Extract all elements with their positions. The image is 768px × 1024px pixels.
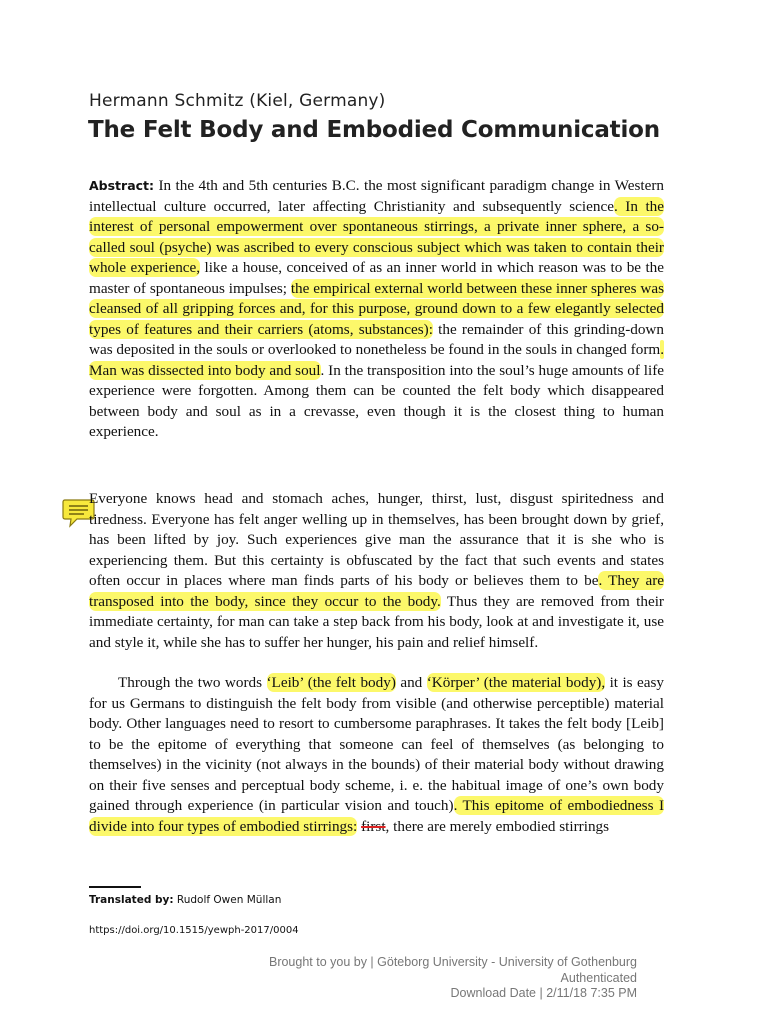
translator-credit xyxy=(89,894,281,906)
highlight-annotation[interactable]: ‘Körper’ (the material body), xyxy=(426,674,606,691)
strikethrough-annotation[interactable]: first xyxy=(361,817,386,835)
abstract-paragraph xyxy=(89,176,664,443)
highlight-annotation[interactable]: . They are transposed into the body, since they occur to the body. xyxy=(89,572,664,610)
translator-name: Rudolf Owen Müllan xyxy=(173,894,282,906)
author-line: Hermann Schmitz (Kiel, Germany) xyxy=(89,91,386,111)
abstract-label: Abstract: xyxy=(89,178,155,193)
body-text: Through the two words xyxy=(118,674,267,691)
highlight-annotation[interactable]: . This epitome of embodiedness I divide into four types of embodied stirrings: xyxy=(89,797,665,835)
translator-label: Translated by: xyxy=(89,894,174,906)
body-text: it is easy for us Germans to distinguish the felt body from visible (and otherwise perceptible) material body. Other languages need to resort to cumbersome paraphrases. It takes the felt body [Leib] to be the epitome of everything that someone can feel of themselves (as belonging to themselves) in the vicinity (not always in the bounds) of their material body without drawing on their five senses and perceptual body scheme, i. e. the habitual image of one’s own body gained through experience (in particular vision and touch) xyxy=(89,674,665,814)
body-paragraph-1 xyxy=(89,489,664,653)
access-footer xyxy=(269,955,637,1002)
abstract-text: like a house, conceived of as an inner world in which reason was to be the master of spontaneous impulses; xyxy=(89,259,665,297)
highlight-annotation[interactable]: . In the interest of personal empowerment over spontaneous stirrings, a private inner sphere, a so-called soul (psyche) was ascribed to every conscious subject which was taken to contain their whole experience, xyxy=(89,197,664,276)
footer-date-line: Download Date | 2/11/18 7:35 PM xyxy=(450,986,637,1000)
highlight-annotation[interactable]: . Man was dissected into body and soul xyxy=(89,341,664,379)
footnote-divider xyxy=(89,886,141,888)
footer-auth-line: Authenticated xyxy=(560,970,637,985)
body-text: Thus they are removed from their immediate certainty, for man can take a step back from his body, look at and investigate it, use and style it, while she has to suffer her hunger, his pain and relief himself. xyxy=(89,592,664,651)
body-text: and xyxy=(395,674,427,691)
highlight-annotation[interactable]: ‘Leib’ (the felt body) xyxy=(266,674,396,691)
footer-provider-line: Brought to you by | Göteborg University - University of Gothenburg xyxy=(268,955,637,969)
body-text: , there are merely embodied stirrings xyxy=(385,817,610,835)
article-title: The Felt Body and Embodied Communication xyxy=(88,117,660,143)
doi-link[interactable]: https://doi.org/10.1515/yewph-2017/0004 xyxy=(89,925,299,936)
highlight-annotation[interactable]: the empirical external world between these inner spheres was cleansed of all gripping forces and, for this purpose, ground down to a few elegantly selected types of features and their carriers (atoms, substances): xyxy=(89,279,664,338)
body-text: Everyone knows head and stomach aches, hunger, thirst, lust, disgust spiritedness and tiredness. Everyone has felt anger welling up in themselves, has been brought down by grief, has been lifted by joy. Such experiences give man the assurance that it is she who is experiencing them. But this certainty is obfuscated by the fact that such events and states often occur in places where man finds parts of his body or believes them to be xyxy=(89,490,664,589)
abstract-text: In the 4th and 5th centuries B.C. the most significant paradigm change in Western intellectual culture occurred, later affecting Christianity and subsequently science xyxy=(89,177,664,215)
body-paragraph-2 xyxy=(89,673,664,837)
abstract-text: the remainder of this grinding-down was deposited in the souls or overlooked to nonetheless be found in the souls in changed form xyxy=(89,320,664,358)
abstract-text: . In the transposition into the soul’s huge amounts of life experience were forgotten. Among them can be counted the felt body which disappeared between body and soul as in a crevasse, even though it is the closest thing to human experience. xyxy=(89,361,664,440)
